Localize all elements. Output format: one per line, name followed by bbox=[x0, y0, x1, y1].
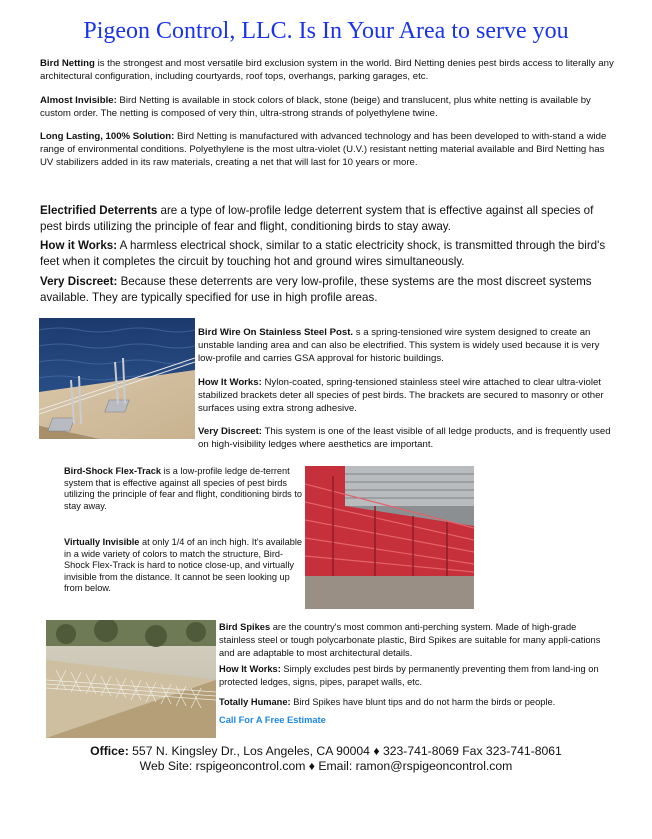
netting-text: is the strongest and most versatile bird exclusion system in the world. Bird Netting denies pest birds access to literally any architectural configuration, including courtyards, roof tops, overhangs, parking garages, etc. bbox=[40, 58, 614, 83]
flextrack-text: is a low-profile ledge de-terrent system that is effective against all species of pest birds utilizing the principle of fear and flight, conditioning birds to stay away. bbox=[64, 466, 302, 511]
electrified-paragraph-3 bbox=[40, 274, 615, 307]
flextrack-label: Bird-Shock Flex-Track bbox=[64, 466, 162, 476]
flextrack-paragraph-2 bbox=[64, 537, 306, 595]
netting-label: Bird Netting bbox=[40, 58, 95, 69]
contact-line: Web Site: rspigeoncontrol.com ♦ Email: ramon@rspigeoncontrol.com bbox=[139, 759, 513, 773]
spikes-paragraph-3 bbox=[219, 696, 611, 709]
wire-paragraph-3 bbox=[198, 425, 613, 451]
netting-paragraph-3 bbox=[40, 130, 615, 170]
spikes-paragraph-2 bbox=[219, 663, 611, 689]
wire-very-discreet-text: This system is one of the least visible of all ledge products, and is frequently used on high-visibility ledges where aesthetics are important. bbox=[198, 426, 611, 451]
bird-spikes-photo bbox=[46, 620, 216, 738]
spikes-paragraph-1 bbox=[219, 621, 611, 659]
how-it-works-text: A harmless electrical shock, similar to a static electricity shock, is transmitted through the bird's feet when it completes the circuit by touching hot and ground wires simultaneously. bbox=[40, 239, 606, 269]
very-discreet-text: Because these deterrents are very low-profile, these systems are the most discreet systems available. They are typically specified for use in high profile areas. bbox=[40, 275, 592, 305]
virtually-invisible-text: at only 1/4 of an inch high. It's available in a wide variety of colors to match the structure, Bird-Shock Flex-Track is hard to notice close-up, and virtually invisible from the distance. It cannot be seen looking up from below. bbox=[64, 537, 303, 594]
almost-invisible-label: Almost Invisible: bbox=[40, 95, 117, 106]
office-label: Office: bbox=[90, 744, 129, 758]
flextrack-paragraph-1 bbox=[64, 466, 306, 512]
wire-very-discreet-label: Very Discreet: bbox=[198, 426, 262, 437]
wire-how-it-works-label: How It Works: bbox=[198, 377, 262, 388]
spikes-how-it-works-text: Simply excludes pest birds by permanently preventing them from land-ing on protected ledges, signs, pipes, parapet walls, etc. bbox=[219, 664, 599, 687]
almost-invisible-text: Bird Netting is available in stock colors of black, stone (beige) and translucent, plus white netting is available by custom order. The netting is composed of very thin, ultra-strong strands of polyethylene twine. bbox=[40, 95, 591, 120]
netting-paragraph-1 bbox=[40, 57, 615, 83]
totally-humane-label: Totally Humane: bbox=[219, 697, 291, 707]
bird-wire-photo bbox=[39, 318, 195, 439]
electrified-paragraph-1 bbox=[40, 203, 615, 236]
bird-spikes-label: Bird Spikes bbox=[219, 622, 271, 632]
very-discreet-label: Very Discreet: bbox=[40, 275, 118, 288]
free-estimate-link[interactable]: Call For A Free Estimate bbox=[219, 715, 326, 725]
office-line bbox=[0, 744, 652, 759]
office-address: 557 N. Kingsley Dr., Los Angeles, CA 90004 ♦ 323-741-8069 Fax 323-741-8061 bbox=[128, 744, 562, 758]
bird-spikes-text: are the country's most common anti-perching system. Made of high-grade stainless steel or tough polycarbonate plastic, Bird Spikes are suitable for many appli-cations and are adaptable to most architectural details. bbox=[219, 622, 601, 658]
bird-wire-text: s a spring-tensioned wire system designed to create an unstable landing area and can also be electrified. This system is widely used because it is very low-profile and carries GSA approval for historic buildings. bbox=[198, 327, 600, 365]
electrified-text: are a type of low-profile ledge deterrent system that is effective against all species of pest birds utilizing the principle of fear and flight, conditioning birds to stay away. bbox=[40, 204, 594, 234]
wire-paragraph-2 bbox=[198, 376, 613, 416]
wire-paragraph-1 bbox=[198, 326, 613, 366]
electrified-label: Electrified Deterrents bbox=[40, 204, 158, 217]
virtually-invisible-label: Virtually Invisible bbox=[64, 537, 140, 547]
electrified-paragraph-2 bbox=[40, 238, 615, 271]
how-it-works-label: How it Works: bbox=[40, 239, 118, 252]
wire-how-it-works-text: Nylon-coated, spring-tensioned stainless steel wire attached to clear ultra-violet stabilized brackets deter all species of pest birds. The brackets are secured to masonry or other surfaces using extra strong adhesive. bbox=[198, 377, 604, 415]
totally-humane-text: Bird Spikes have blunt tips and do not harm the birds or people. bbox=[290, 697, 556, 707]
footer bbox=[0, 744, 652, 774]
long-lasting-label: Long Lasting, 100% Solution: bbox=[40, 131, 175, 142]
long-lasting-text: Bird Netting is manufactured with advanced technology and has been developed to with-stand a wide range of environmental conditions. Polyethylene is the most ultra-violet (U.V.) resistant netting material available and Bird Netting has UV stabilizers added in its raw materials, creating a net that will last for 10 years or more. bbox=[40, 131, 607, 169]
netting-paragraph-2 bbox=[40, 94, 615, 120]
page-title: Pigeon Control, LLC. Is In Your Area to serve you bbox=[83, 18, 569, 44]
flextrack-photo bbox=[305, 466, 474, 609]
spikes-how-it-works-label: How It Works: bbox=[219, 664, 281, 674]
bird-wire-label: Bird Wire On Stainless Steel Post. bbox=[198, 327, 354, 338]
